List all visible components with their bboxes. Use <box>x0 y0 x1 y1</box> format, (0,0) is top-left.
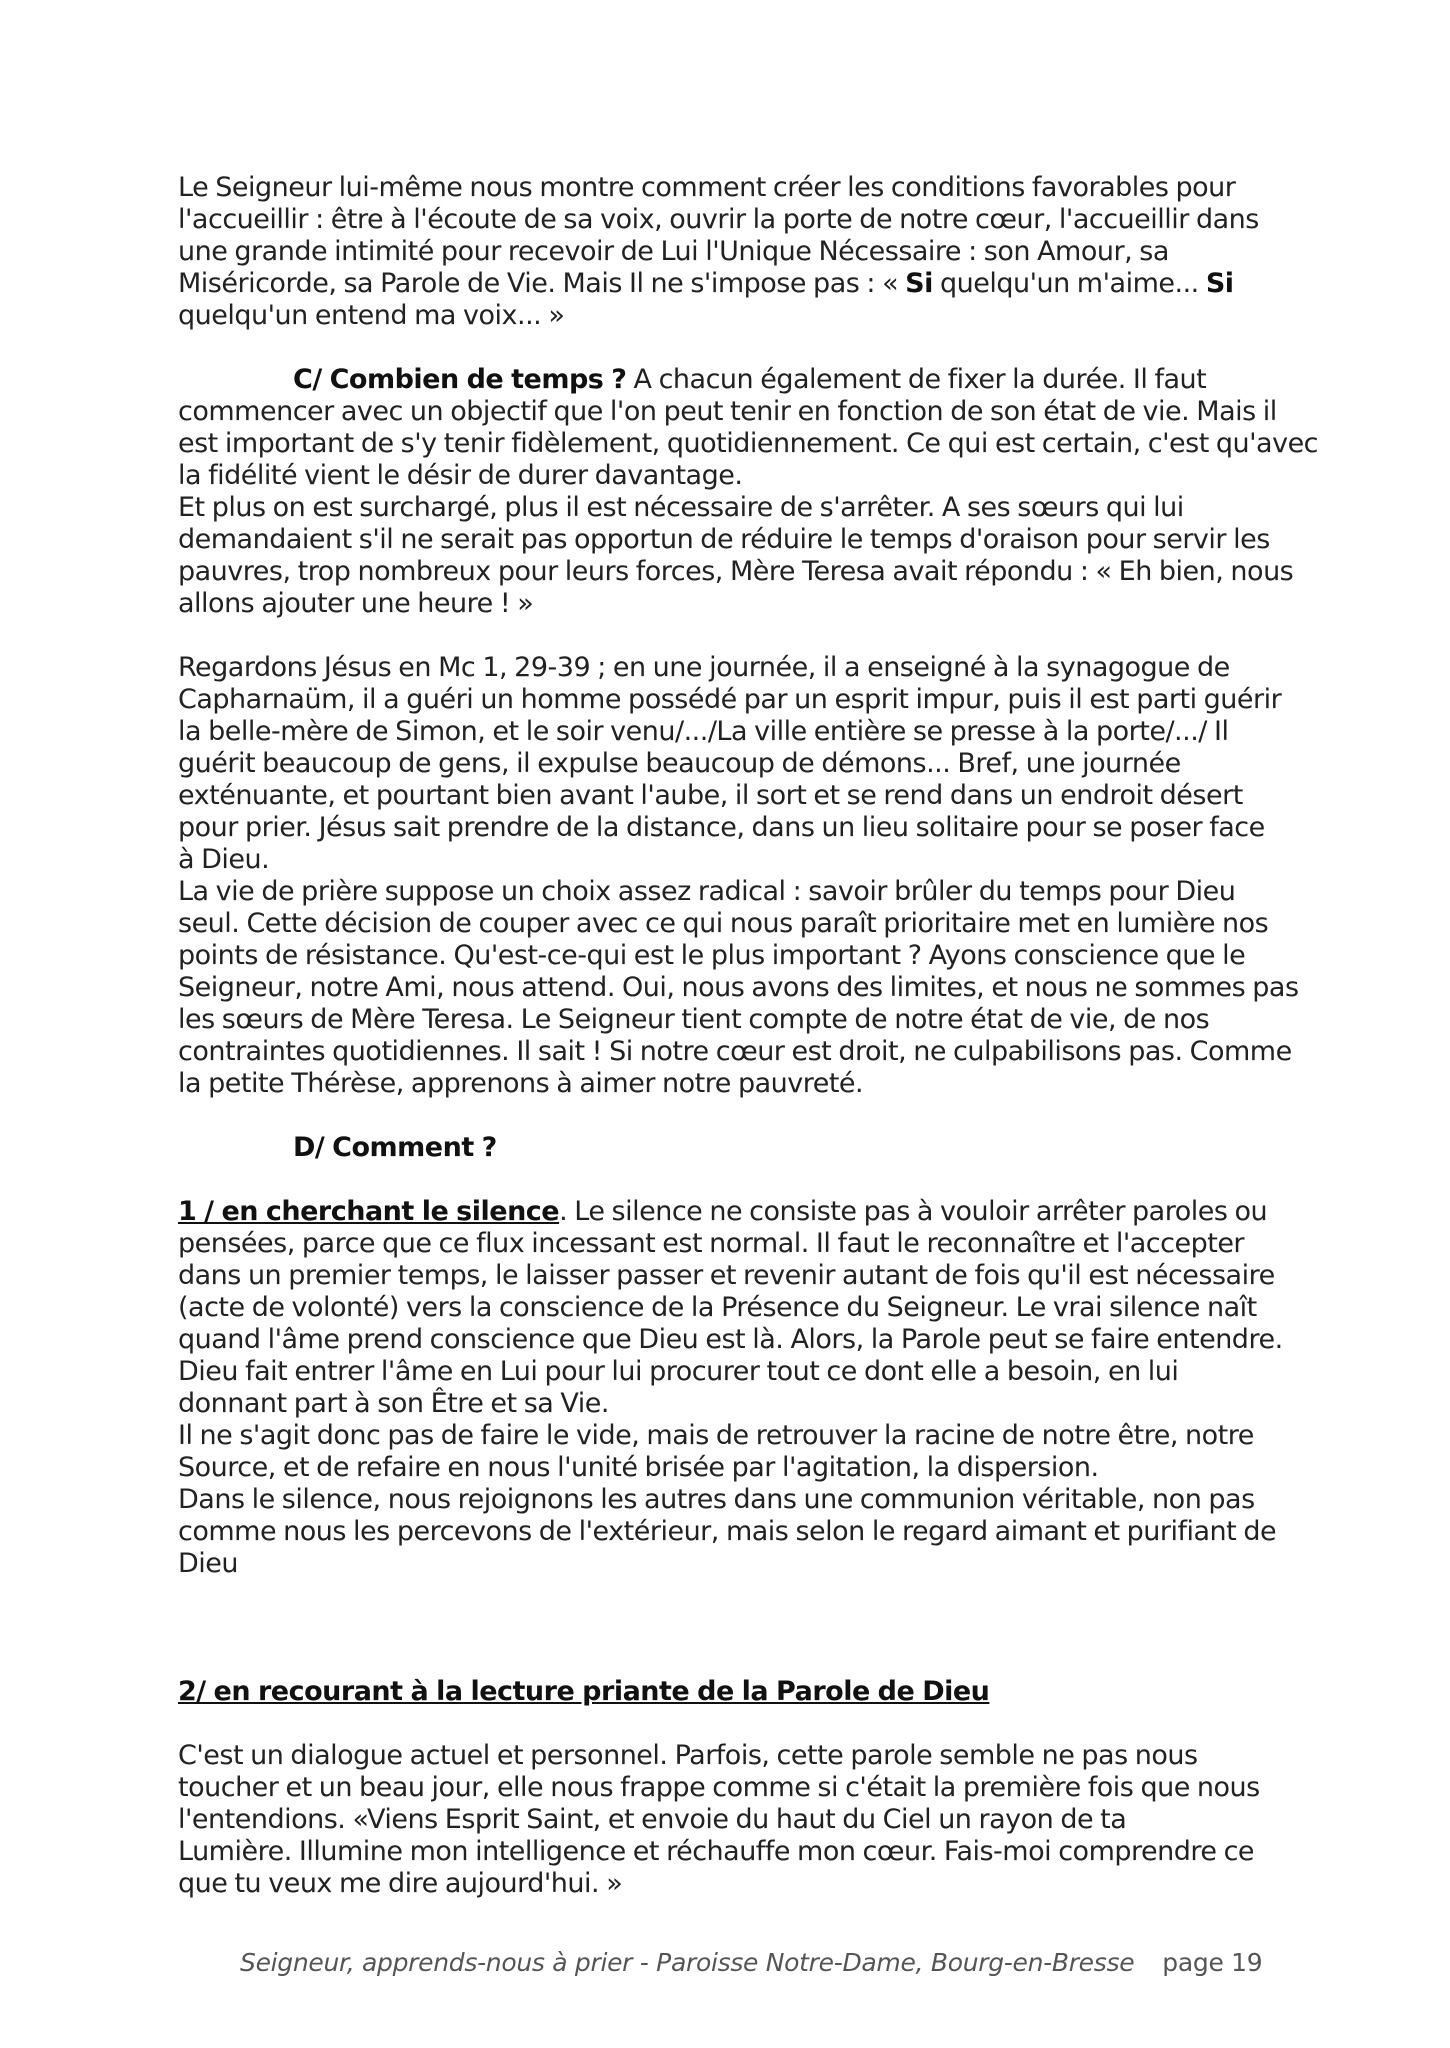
text-line: est important de s'y tenir fidèlement, quotidiennement. Ce qui est certain, c'est qu'avec <box>178 428 1319 459</box>
text-line: comme nous les percevons de l'extérieur, mais selon le regard aimant et purifiant de <box>178 1516 1277 1547</box>
text-line: Dieu <box>178 1548 239 1579</box>
text-span: A chacun également de fixer la durée. Il faut <box>626 364 1207 395</box>
text-line: que tu veux me dire aujourd'hui. » <box>178 1868 623 1899</box>
paragraph-dialogue <box>178 1740 1298 1900</box>
text-line: quand l'âme prend conscience que Dieu est là. Alors, la Parole peut se faire entendre. <box>178 1324 1283 1355</box>
text-line: la petite Thérèse, apprenons à aimer notre pauvreté. <box>178 1068 864 1099</box>
text-line: quelqu'un entend ma voix... » <box>178 300 565 331</box>
text-line: Dieu fait entrer l'âme en Lui pour lui procurer tout ce dont elle a besoin, en lui <box>178 1356 1179 1387</box>
heading-text: D/ Comment ? <box>293 1132 497 1163</box>
text-line: pauvres, trop nombreux pour leurs forces, Mère Teresa avait répondu : « Eh bien, nous <box>178 556 1294 587</box>
section-heading-c: C/ Combien de temps ? <box>293 364 627 395</box>
bold-si: Si <box>1205 268 1234 299</box>
text-line: Et plus on est surchargé, plus il est nécessaire de s'arrêter. A ses sœurs qui lui <box>178 492 1184 523</box>
text-line: la fidélité vient le désir de durer davantage. <box>178 460 743 491</box>
text-line: dans un premier temps, le laisser passer et revenir autant de fois qu'il est nécessaire <box>178 1260 1275 1291</box>
text-line: l'entendions. «Viens Esprit Saint, et envoie du haut du Ciel un rayon de ta <box>178 1804 1127 1835</box>
text-line: Le Seigneur lui-même nous montre comment créer les conditions favorables pour <box>178 172 1236 203</box>
section-silence <box>178 1196 1298 1580</box>
text-line: points de résistance. Qu'est-ce-qui est le plus important ? Ayons conscience que le <box>178 940 1246 971</box>
text-span: . Le silence ne consiste pas à vouloir arrêter paroles ou <box>559 1196 1268 1227</box>
text-line: à Dieu. <box>178 844 270 875</box>
text-line: pour prier. Jésus sait prendre de la distance, dans un lieu solitaire pour se poser face <box>178 812 1265 843</box>
text-line: contraintes quotidiennes. Il sait ! Si notre cœur est droit, ne culpabilisons pas. Comme <box>178 1036 1292 1067</box>
paragraph-conditions <box>178 172 1298 332</box>
text-line: Seigneur, notre Ami, nous attend. Oui, nous avons des limites, et nous ne sommes pas <box>178 972 1299 1003</box>
heading-text: 2/ en recourant à la lecture priante de la Parole de Dieu <box>178 1676 990 1707</box>
text-line: allons ajouter une heure ! » <box>178 588 534 619</box>
text-line: (acte de volonté) vers la conscience de la Présence du Seigneur. Le vrai silence naît <box>178 1292 1257 1323</box>
text-line: commencer avec un objectif que l'on peut tenir en fonction de son état de vie. Mais il <box>178 396 1277 427</box>
paragraph-jesus <box>178 652 1298 1100</box>
text-line: C'est un dialogue actuel et personnel. Parfois, cette parole semble ne pas nous <box>178 1740 1198 1771</box>
subheading-silence: 1 / en cherchant le silence <box>178 1196 560 1227</box>
text-line: exténuante, et pourtant bien avant l'aube, il sort et se rend dans un endroit désert <box>178 780 1243 811</box>
bold-si: Si <box>905 268 933 299</box>
text-line: pensées, parce que ce flux incessant est normal. Il faut le reconnaître et l'accepter <box>178 1228 1245 1259</box>
text-span: Miséricorde, sa Parole de Vie. Mais Il ne s'impose pas : « <box>178 268 906 299</box>
page-body <box>178 172 1319 1900</box>
page-number: page 19 <box>1162 1948 1263 1977</box>
text-line: La vie de prière suppose un choix assez radical : savoir brûler du temps pour Dieu <box>178 876 1236 907</box>
text-line: Capharnaüm, il a guéri un homme possédé par un esprit impur, puis il est parti guérir <box>178 684 1282 715</box>
text-span: quelqu'un m'aime... <box>932 268 1206 299</box>
text-line <box>178 364 1298 396</box>
text-line: Regardons Jésus en Mc 1, 29-39 ; en une journée, il a enseigné à la synagogue de <box>178 652 1230 683</box>
text-line: Lumière. Illumine mon intelligence et réchauffe mon cœur. Fais-moi comprendre ce <box>178 1836 1255 1867</box>
footer-title: Seigneur, apprends-nous à prier - Paroisse Notre-Dame, Bourg-en-Bresse <box>240 1948 1135 1977</box>
section-heading-d <box>178 1132 1298 1164</box>
text-line: la belle-mère de Simon, et le soir venu/.../La ville entière se presse à la porte/.../ Il <box>178 716 1229 747</box>
text-line: Dans le silence, nous rejoignons les autres dans une communion véritable, non pas <box>178 1484 1255 1515</box>
text-line: l'accueillir : être à l'écoute de sa voix, ouvrir la porte de notre cœur, l'accueillir dans <box>178 204 1259 235</box>
text-line: toucher et un beau jour, elle nous frappe comme si c'était la première fois que nous <box>178 1772 1260 1803</box>
text-line <box>178 268 1298 300</box>
text-line: Il ne s'agit donc pas de faire le vide, mais de retrouver la racine de notre être, notre <box>178 1420 1254 1451</box>
text-line: donnant part à son Être et sa Vie. <box>178 1388 609 1419</box>
text-line <box>178 1196 1298 1228</box>
section-c <box>178 364 1319 620</box>
text-line: Source, et de refaire en nous l'unité brisée par l'agitation, la dispersion. <box>178 1452 1099 1483</box>
page-footer <box>240 1948 1262 1977</box>
text-line: les sœurs de Mère Teresa. Le Seigneur tient compte de notre état de vie, de nos <box>178 1004 1210 1035</box>
text-line: une grande intimité pour recevoir de Lui l'Unique Nécessaire : son Amour, sa <box>178 236 1169 267</box>
subheading-lecture <box>178 1676 1298 1708</box>
text-line: demandaient s'il ne serait pas opportun de réduire le temps d'oraison pour servir les <box>178 524 1270 555</box>
text-line: guérit beaucoup de gens, il expulse beaucoup de démons... Bref, une journée <box>178 748 1181 779</box>
text-line: seul. Cette décision de couper avec ce qui nous paraît prioritaire met en lumière nos <box>178 908 1269 939</box>
